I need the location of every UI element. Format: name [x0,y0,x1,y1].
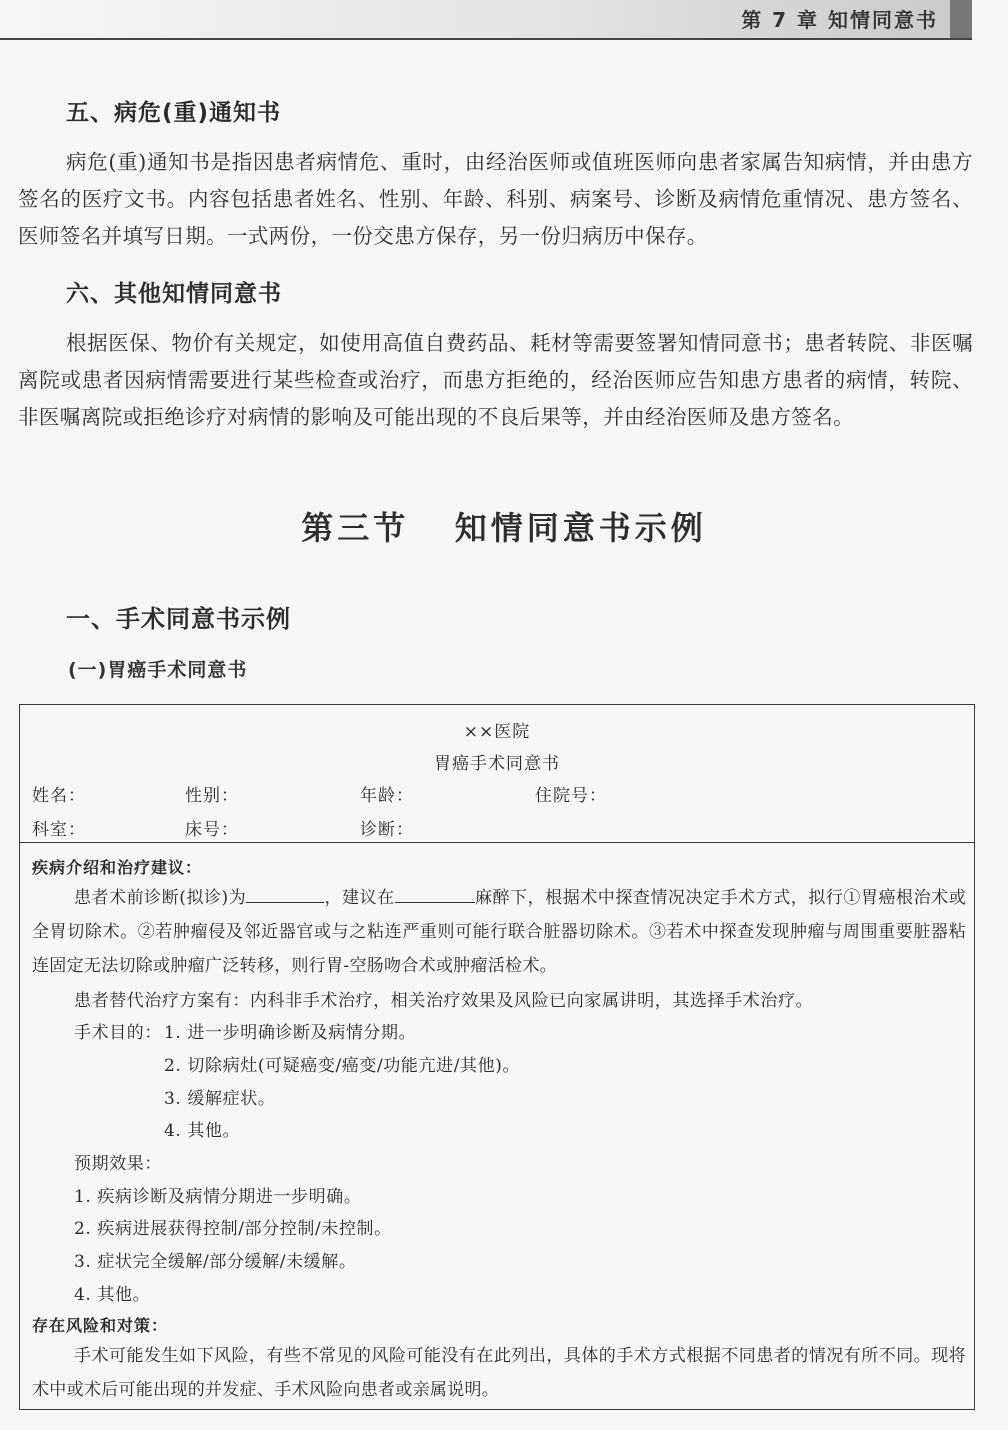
field-age-label: 年龄： [360,786,414,806]
section-5-body: 病危(重)通知书是指因患者病情危、重时，由经治医师或值班医师向患者家属告知病情，并由患方签名的医疗文书。内容包括患者姓名、性别、年龄、科别、病案号、诊断及病情危重情况、患方签名、医师签名并填写日期。一式两份，一份交患方保存，另一份归病历中保存。 [18,150,973,248]
intro-text-anesthesia: ，建议在 [324,888,395,908]
section-6-body: 根据医保、物价有关规定，如使用高值自费药品、耗材等需要签署知情同意书；患者转院、非医嘱离院或患者因病情需要进行某些检查或治疗，而患方拒绝的，经治医师应告知患方患者的病情，转院、非医嘱离院或拒绝诊疗对病情的影响及可能出现的不良后果等，并由经治医师及患方签名。 [18,331,973,429]
field-diagnosis-label: 诊断： [360,820,414,840]
purpose-item: 4. 其他。 [164,1121,241,1141]
field-gender-label: 性别： [185,786,239,806]
part-1-subtitle: (一)胃癌手术同意书 [68,659,248,681]
intro-text-plan: 麻醉下，根据术中探查情况决定手术方式，拟行①胃癌根治术或全胃切除术。②若肿瘤侵及邻近器官或与之粘连严重则可能行联合脏器切除术。③若术中探查发现肿瘤与周围重要脏器粘连固定无法切除或肿瘤广泛转移，则行胃-空肠吻合术或肿瘤活检术。 [32,888,966,976]
part-1-title: 一、手术同意书示例 [66,605,291,633]
section-5-title: 五、病危(重)通知书 [66,100,282,126]
effect-label: 预期效果： [74,1154,162,1174]
effect-item: 4. 其他。 [74,1285,151,1305]
purpose-label: 手术目的： [74,1023,162,1043]
diagnosis-blank [246,884,324,903]
field-bed-no-label: 床号： [185,820,239,840]
section-6-title: 六、其他知情同意书 [66,281,282,307]
effect-item: 1. 疾病诊断及病情分期进一步明确。 [74,1187,362,1207]
chapter-tab-marker [950,0,972,38]
alt-treatment: 患者替代治疗方案有：内科非手术治疗，相关治疗效果及风险已向家属讲明，其选择手术治疗。 [74,991,814,1011]
consent-form [19,704,975,1410]
form-title: 胃癌手术同意书 [434,754,560,774]
field-name-label: 姓名： [32,786,86,806]
chapter-header: 第 7 章 知情同意书 [741,8,938,32]
intro-heading: 疾病介绍和治疗建议： [32,858,203,877]
intro-text-diagnosis: 患者术前诊断(拟诊)为 [74,888,247,908]
risk-heading: 存在风险和对策： [32,1316,169,1335]
anesthesia-blank [395,884,475,903]
purpose-item: 1. 进一步明确诊断及病情分期。 [164,1023,417,1043]
effect-item: 2. 疾病进展获得控制/部分控制/未控制。 [74,1219,392,1239]
form-hospital-name: ××医院 [463,722,531,742]
field-department-label: 科室： [32,820,86,840]
chapter-section-title: 第三节 知情同意书示例 [301,509,707,547]
field-admission-no-label: 住院号： [535,786,607,806]
effect-item: 3. 症状完全缓解/部分缓解/未缓解。 [74,1252,357,1272]
purpose-item: 2. 切除病灶(可疑癌变/癌变/功能亢进/其他)。 [164,1056,521,1076]
purpose-item: 3. 缓解症状。 [164,1089,276,1109]
form-divider [20,842,974,843]
intro-paragraph [32,881,966,983]
risk-paragraph: 手术可能发生如下风险，有些不常见的风险可能没有在此列出，具体的手术方式根据不同患者的情况有所不同。现将术中或术后可能出现的并发症、手术风险向患者或亲属说明。 [32,1346,966,1400]
